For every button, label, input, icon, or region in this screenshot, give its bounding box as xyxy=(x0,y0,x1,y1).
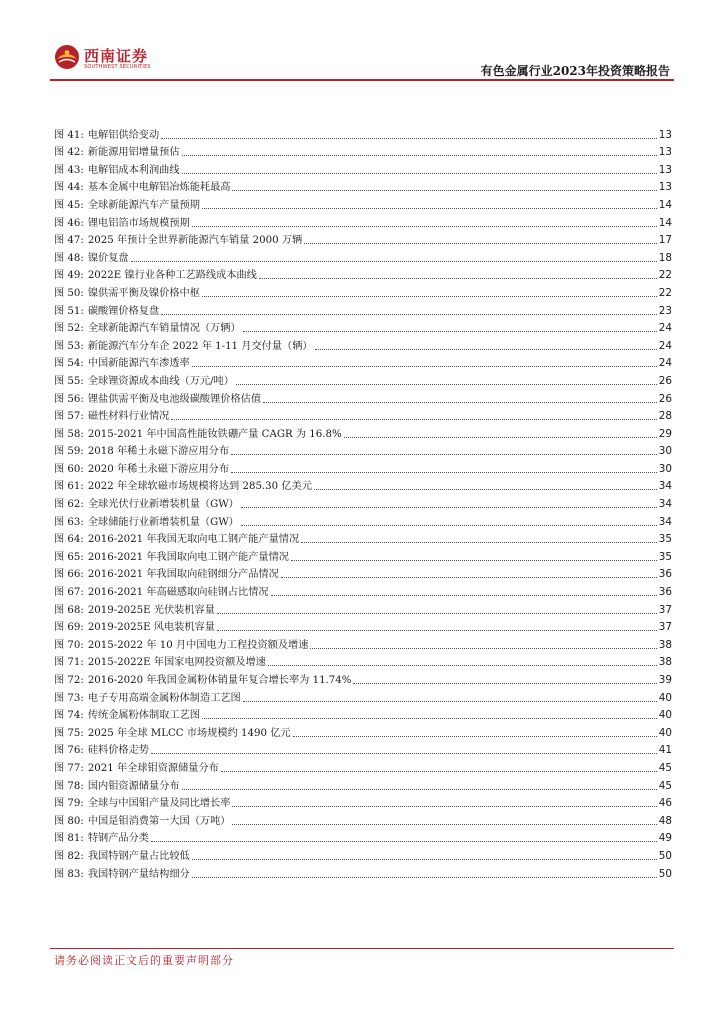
figure-title: 2016-2021 年我国取向硅钢细分产品情况 xyxy=(87,569,279,581)
figure-title: 镍价复盘 xyxy=(87,252,129,264)
toc-row[interactable] xyxy=(54,740,672,758)
dot-leader xyxy=(259,278,657,279)
figure-title: 新能源用铝增量预估 xyxy=(87,147,180,159)
figure-title: 镍供需平衡及镍价格中枢 xyxy=(87,287,200,299)
dot-leader xyxy=(304,243,657,244)
dot-leader xyxy=(315,349,657,350)
dot-leader xyxy=(232,806,656,807)
figure-title: 中国新能源汽车渗透率 xyxy=(87,358,190,370)
toc-row[interactable] xyxy=(54,300,672,318)
page-number: 30 xyxy=(658,445,672,458)
page-number: 28 xyxy=(658,410,672,423)
dot-leader xyxy=(353,683,656,684)
figure-number: 图 49: xyxy=(54,270,84,282)
figure-title: 国内钼资源储量分布 xyxy=(87,780,180,792)
toc-row[interactable] xyxy=(54,793,672,811)
dot-leader xyxy=(161,138,657,139)
dot-leader xyxy=(217,630,657,631)
figure-title: 基本金属中电解铝冶炼能耗最高 xyxy=(87,182,231,194)
toc-row[interactable] xyxy=(54,581,672,599)
page-number: 13 xyxy=(658,163,672,176)
figure-number: 图 44: xyxy=(54,182,84,194)
figure-number: 图 78: xyxy=(54,780,84,792)
figure-number: 图 54: xyxy=(54,358,84,370)
page-number: 40 xyxy=(658,709,672,722)
dot-leader xyxy=(314,489,657,490)
toc-row[interactable] xyxy=(54,194,672,212)
toc-row[interactable] xyxy=(54,230,672,248)
figure-number: 图 76: xyxy=(54,745,84,757)
toc-row[interactable] xyxy=(54,212,672,230)
figure-number: 图 82: xyxy=(54,850,84,862)
figure-title: 我国特钢产量结构细分 xyxy=(87,868,190,880)
figure-number: 图 64: xyxy=(54,534,84,546)
dot-leader xyxy=(232,190,656,191)
dot-leader xyxy=(281,577,657,578)
dot-leader xyxy=(171,419,656,420)
toc-row[interactable] xyxy=(54,265,672,283)
toc-row[interactable] xyxy=(54,863,672,881)
figure-title: 我国特钢产量占比较低 xyxy=(87,850,190,862)
figure-number: 图 53: xyxy=(54,340,84,352)
dot-leader xyxy=(291,560,657,561)
dot-leader xyxy=(241,525,657,526)
figure-number: 图 81: xyxy=(54,833,84,845)
dot-leader xyxy=(301,542,657,543)
figure-number: 图 56: xyxy=(54,393,84,405)
figure-title: 全球锂资源成本曲线（万元/吨） xyxy=(87,375,234,387)
dot-leader xyxy=(192,877,657,878)
toc-row[interactable] xyxy=(54,458,672,476)
toc-row[interactable] xyxy=(54,335,672,353)
page-number: 13 xyxy=(658,128,672,141)
figure-number: 图 74: xyxy=(54,710,84,722)
dot-leader xyxy=(151,841,657,842)
figure-number: 图 60: xyxy=(54,463,84,475)
figure-number: 图 41: xyxy=(54,129,84,141)
figure-title: 2025 年预计全世界新能源汽车销量 2000 万辆 xyxy=(87,235,303,247)
dot-leader xyxy=(202,208,657,209)
toc-row[interactable] xyxy=(54,370,672,388)
toc-row[interactable] xyxy=(54,564,672,582)
dot-leader xyxy=(231,472,657,473)
figure-title: 2015-2021 年中国高性能钕铁硼产量 CAGR 为 16.8% xyxy=(87,428,342,440)
toc-row[interactable] xyxy=(54,493,672,511)
toc-row[interactable] xyxy=(54,722,672,740)
figure-title: 磁性材料行业情况 xyxy=(87,411,170,423)
figure-number: 图 79: xyxy=(54,798,84,810)
figure-number: 图 45: xyxy=(54,199,84,211)
page-number: 13 xyxy=(658,146,672,159)
page-number: 40 xyxy=(658,726,672,739)
page-number: 24 xyxy=(658,357,672,370)
figure-title: 2019-2025E 风电装机容量 xyxy=(87,622,215,634)
page-number: 48 xyxy=(658,814,672,827)
dot-leader xyxy=(293,736,657,737)
figure-title: 锂盐供需平衡及电池级碳酸锂价格估值 xyxy=(87,393,262,405)
dot-leader xyxy=(231,454,657,455)
figure-number: 图 71: xyxy=(54,657,84,669)
dot-leader xyxy=(151,753,657,754)
page-number: 26 xyxy=(658,374,672,387)
toc-row[interactable] xyxy=(54,529,672,547)
figure-title: 特钢产品分类 xyxy=(87,833,149,845)
figure-number: 图 63: xyxy=(54,516,84,528)
figure-number: 图 68: xyxy=(54,604,84,616)
figure-number: 图 62: xyxy=(54,499,84,511)
figure-list xyxy=(54,124,672,881)
page-number: 26 xyxy=(658,392,672,405)
figure-title: 2022E 镍行业各种工艺路线成本曲线 xyxy=(87,270,257,282)
figure-title: 碳酸锂价格复盘 xyxy=(87,305,160,317)
figure-title: 2015-2022E 年国家电网投资额及增速 xyxy=(87,657,266,669)
page-number: 35 xyxy=(658,533,672,546)
toc-row[interactable] xyxy=(54,652,672,670)
page-number: 40 xyxy=(658,691,672,704)
footer-divider xyxy=(50,948,674,949)
page-number: 30 xyxy=(658,462,672,475)
toc-row[interactable] xyxy=(54,318,672,336)
figure-number: 图 70: xyxy=(54,639,84,651)
toc-row[interactable] xyxy=(54,476,672,494)
figure-title: 锂电铝箔市场规模预期 xyxy=(87,217,190,229)
figure-number: 图 47: xyxy=(54,235,84,247)
figure-number: 图 72: xyxy=(54,675,84,686)
figure-title: 2015-2022 年 10 月中国电力工程投资额及增速 xyxy=(87,639,309,651)
disclaimer-note: 请务必阅读正文后的重要声明部分 xyxy=(54,954,234,967)
dot-leader xyxy=(192,226,657,227)
figure-number: 图 57: xyxy=(54,411,84,423)
figure-title: 2016-2020 年我国金属粉体销量年复合增长率为 11.74% xyxy=(87,675,352,686)
page-number: 50 xyxy=(658,867,672,880)
figure-number: 图 51: xyxy=(54,305,84,317)
report-title: 有色金属行业2023年投资策略报告 xyxy=(480,64,670,78)
logo-english-name: SOUTHWEST SECURITIES xyxy=(84,64,151,70)
dot-leader xyxy=(263,402,657,403)
dot-leader xyxy=(202,718,657,719)
page-number: 50 xyxy=(658,849,672,862)
toc-row[interactable] xyxy=(54,388,672,406)
dot-leader xyxy=(192,366,657,367)
toc-row[interactable] xyxy=(54,599,672,617)
page-number: 18 xyxy=(658,251,672,264)
figure-title: 电解铝供给变动 xyxy=(87,129,160,141)
page-number: 45 xyxy=(658,779,672,792)
page-number: 17 xyxy=(658,234,672,247)
page-number: 36 xyxy=(658,586,672,599)
figure-title: 2021 年全球钼资源储量分布 xyxy=(87,762,219,774)
figure-number: 图 73: xyxy=(54,692,84,704)
toc-row[interactable] xyxy=(54,159,672,177)
page-number: 36 xyxy=(658,568,672,581)
figure-title: 全球光伏行业新增装机量（GW） xyxy=(87,499,239,511)
toc-row[interactable] xyxy=(54,406,672,424)
page-number: 39 xyxy=(658,674,672,686)
dot-leader xyxy=(161,314,657,315)
dot-leader xyxy=(344,437,657,438)
dot-leader xyxy=(241,507,657,508)
toc-row[interactable] xyxy=(54,669,672,687)
dot-leader xyxy=(243,701,657,702)
toc-row[interactable] xyxy=(54,845,672,863)
page-number: 45 xyxy=(658,761,672,774)
figure-title: 2016-2021 年我国无取向电工钢产能产量情况 xyxy=(87,534,300,546)
dot-leader xyxy=(221,771,657,772)
figure-number: 图 66: xyxy=(54,569,84,581)
figure-title: 全球新能源汽车销量情况（万辆） xyxy=(87,323,241,335)
company-logo xyxy=(54,44,154,76)
figure-title: 2020 年稀土永磁下游应用分布 xyxy=(87,463,230,475)
page-number: 14 xyxy=(658,216,672,229)
figure-number: 图 48: xyxy=(54,252,84,264)
figure-number: 图 50: xyxy=(54,287,84,299)
figure-number: 图 67: xyxy=(54,587,84,599)
page-header xyxy=(0,0,724,84)
page-number: 38 xyxy=(658,638,672,651)
southwest-securities-logo-icon xyxy=(54,44,80,70)
toc-row[interactable] xyxy=(54,124,672,142)
figure-title: 中国是钼消费第一大国（万吨） xyxy=(87,815,231,827)
figure-number: 图 77: xyxy=(54,762,84,774)
figure-number: 图 75: xyxy=(54,727,84,739)
dot-leader xyxy=(202,296,657,297)
page-number: 23 xyxy=(658,304,672,317)
figure-number: 图 55: xyxy=(54,375,84,387)
figure-title: 2025 年全球 MLCC 市场规模约 1490 亿元 xyxy=(87,727,291,739)
page-number: 34 xyxy=(658,498,672,511)
toc-row[interactable] xyxy=(54,617,672,635)
dot-leader xyxy=(232,824,656,825)
figure-number: 图 58: xyxy=(54,428,84,440)
header-divider xyxy=(50,79,674,81)
figure-title: 硅料价格走势 xyxy=(87,745,149,757)
toc-row[interactable] xyxy=(54,353,672,371)
page-number: 14 xyxy=(658,198,672,211)
figure-number: 图 43: xyxy=(54,164,84,176)
page-number: 35 xyxy=(658,550,672,563)
figure-number: 图 83: xyxy=(54,868,84,880)
page-number: 46 xyxy=(658,797,672,810)
figure-number: 图 61: xyxy=(54,481,84,493)
page-number: 37 xyxy=(658,621,672,634)
toc-row[interactable] xyxy=(54,687,672,705)
figure-title: 2022 年全球软磁市场规模将达到 285.30 亿美元 xyxy=(87,481,312,493)
dot-leader xyxy=(131,261,657,262)
toc-row[interactable] xyxy=(54,511,672,529)
page-number: 13 xyxy=(658,181,672,194)
figure-title: 电子专用高端金属粉体制造工艺图 xyxy=(87,692,241,704)
dot-leader xyxy=(271,595,657,596)
dot-leader xyxy=(182,789,657,790)
page-number: 41 xyxy=(658,744,672,757)
figure-title: 2016-2021 年高磁感取向硅钢占比情况 xyxy=(87,587,269,599)
toc-row[interactable] xyxy=(54,441,672,459)
toc-row[interactable] xyxy=(54,423,672,441)
figure-number: 图 59: xyxy=(54,446,84,458)
figure-number: 图 80: xyxy=(54,815,84,827)
dot-leader xyxy=(217,613,657,614)
toc-row[interactable] xyxy=(54,247,672,265)
toc-row[interactable] xyxy=(54,634,672,652)
page-number: 34 xyxy=(658,515,672,528)
logo-chinese-name: 西南证券 xyxy=(84,47,149,65)
figure-number: 图 42: xyxy=(54,147,84,159)
dot-leader xyxy=(243,331,657,332)
toc-row[interactable] xyxy=(54,828,672,846)
dot-leader xyxy=(182,155,657,156)
dot-leader xyxy=(310,648,656,649)
toc-row[interactable] xyxy=(54,177,672,195)
figure-title: 新能源汽车分车企 2022 年 1-11 月交付量（辆） xyxy=(87,340,313,352)
figure-title: 电解铝成本利润曲线 xyxy=(87,164,180,176)
dot-leader xyxy=(268,665,657,666)
dot-leader xyxy=(236,384,657,385)
page-number: 34 xyxy=(658,480,672,493)
figure-title: 2019-2025E 光伏装机容量 xyxy=(87,604,215,616)
page-number: 38 xyxy=(658,656,672,669)
page-number: 29 xyxy=(658,427,672,440)
page-number: 49 xyxy=(658,832,672,845)
page-number: 37 xyxy=(658,603,672,616)
figure-number: 图 69: xyxy=(54,622,84,634)
page-number: 22 xyxy=(658,286,672,299)
dot-leader xyxy=(182,173,657,174)
toc-row[interactable] xyxy=(54,142,672,160)
figure-title: 全球储能行业新增装机量（GW） xyxy=(87,516,239,528)
figure-title: 2016-2021 年我国取向电工钢产能产量情况 xyxy=(87,551,289,563)
dot-leader xyxy=(192,859,657,860)
figure-title: 全球新能源汽车产量预期 xyxy=(87,199,200,211)
figure-number: 图 52: xyxy=(54,323,84,335)
figure-number: 图 46: xyxy=(54,217,84,229)
toc-row[interactable] xyxy=(54,705,672,723)
figure-title: 传统金属粉体制取工艺图 xyxy=(87,710,200,722)
toc-row[interactable] xyxy=(54,546,672,564)
page-number: 22 xyxy=(658,269,672,282)
toc-row[interactable] xyxy=(54,810,672,828)
figure-number: 图 65: xyxy=(54,551,84,563)
toc-row[interactable] xyxy=(54,775,672,793)
figure-title: 全球与中国钼产量及同比增长率 xyxy=(87,798,231,810)
figure-title: 2018 年稀土永磁下游应用分布 xyxy=(87,446,230,458)
page-number: 24 xyxy=(658,322,672,335)
toc-row[interactable] xyxy=(54,757,672,775)
toc-row[interactable] xyxy=(54,282,672,300)
page-number: 24 xyxy=(658,339,672,352)
